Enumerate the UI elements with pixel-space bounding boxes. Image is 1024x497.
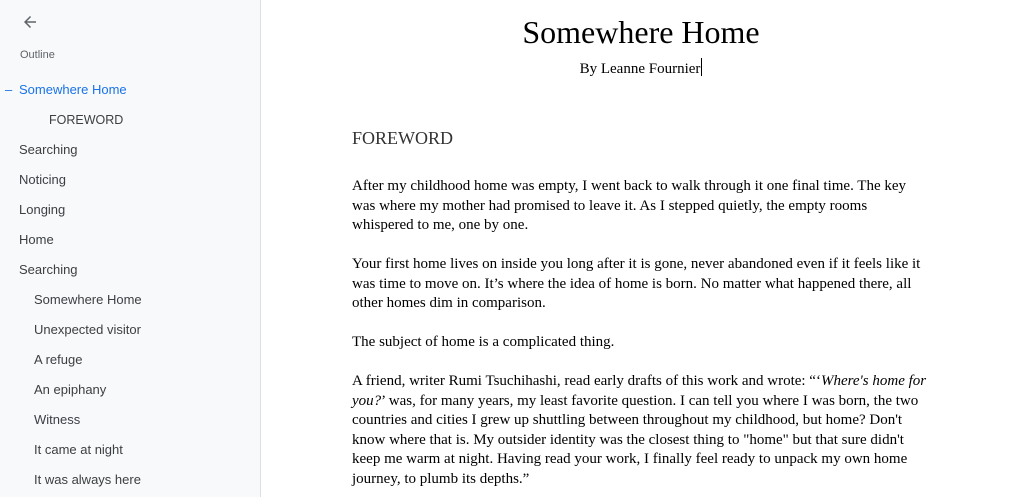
outline-item[interactable] <box>0 135 261 165</box>
outline-item-label: Searching <box>19 262 78 277</box>
outline-item[interactable] <box>0 465 261 495</box>
author-text: By Leanne Fournier <box>579 61 701 77</box>
outline-label: Outline <box>20 49 55 61</box>
outline-item-label: Searching <box>19 142 78 157</box>
paragraph-2[interactable]: Your first home lives on inside you long after it is gone, never abandoned even if it feels like it was time to move on. It’s where the idea of home is born. No matter what happened there, all other homes dim in comparison. <box>352 256 921 311</box>
outline-item-label: An epiphany <box>34 382 107 397</box>
outline-item[interactable] <box>0 105 261 135</box>
outline-item[interactable] <box>0 315 261 345</box>
outline-item-label: Home <box>19 232 54 247</box>
outline-item[interactable] <box>0 195 261 225</box>
paragraph-4[interactable] <box>352 372 932 489</box>
document-author[interactable] <box>262 58 1020 79</box>
outline-item[interactable] <box>0 75 261 105</box>
outline-item[interactable] <box>0 255 261 285</box>
arrow-left-icon <box>21 13 39 31</box>
paragraph-3[interactable]: The subject of home is a complicated thing. <box>352 334 615 350</box>
outline-item-label: Longing <box>19 202 66 217</box>
paragraph-1[interactable]: After my childhood home was empty, I went back to walk through it one final time. The key was where my mother had promised to leave it. As I stepped quietly, the empty rooms whispered to me, one by one. <box>352 178 907 233</box>
outline-item-label: Witness <box>34 412 81 427</box>
p4-italic-quote: Where's home for you? <box>352 373 927 409</box>
active-indicator-dash: – <box>5 82 13 97</box>
outline-item[interactable] <box>0 165 261 195</box>
p4-text-end: ’ was, for many years, my least favorite question. I can tell you where I was born, the two countries and cities I grew up shuttling between throughout my childhood, but home? Don't know where that is. My outsider identity was the closest thing to "home" but that sure didn't keep me warm at night. Having read your work, I finally feel ready to unpack my own home journey, to plumb its depths.” <box>352 392 919 487</box>
outline-sidebar <box>0 0 261 497</box>
outline-item-label: A refuge <box>34 352 83 367</box>
outline-item[interactable] <box>0 225 261 255</box>
outline-item-label: Unexpected visitor <box>34 322 141 337</box>
outline-item-label: Somewhere Home <box>34 292 142 307</box>
text-cursor <box>701 58 702 76</box>
outline-item-label: It was always here <box>34 472 141 487</box>
outline-list <box>0 75 261 495</box>
document-page[interactable] <box>262 0 1024 497</box>
outline-item[interactable] <box>0 405 261 435</box>
outline-item[interactable] <box>0 375 261 405</box>
document-title[interactable]: Somewhere Home <box>522 14 760 50</box>
outline-item-label: FOREWORD <box>49 113 124 127</box>
p4-text-start: A friend, writer Rumi Tsuchihashi, read early drafts of this work and wrote: “‘ <box>352 373 821 389</box>
foreword-heading[interactable]: FOREWORD <box>352 128 454 148</box>
outline-item-label: It came at night <box>34 442 123 457</box>
outline-item[interactable] <box>0 285 261 315</box>
outline-item[interactable] <box>0 435 261 465</box>
outline-item[interactable] <box>0 345 261 375</box>
back-button[interactable] <box>16 8 44 36</box>
outline-item-label: Somewhere Home <box>19 82 127 97</box>
outline-item-label: Noticing <box>19 172 66 187</box>
